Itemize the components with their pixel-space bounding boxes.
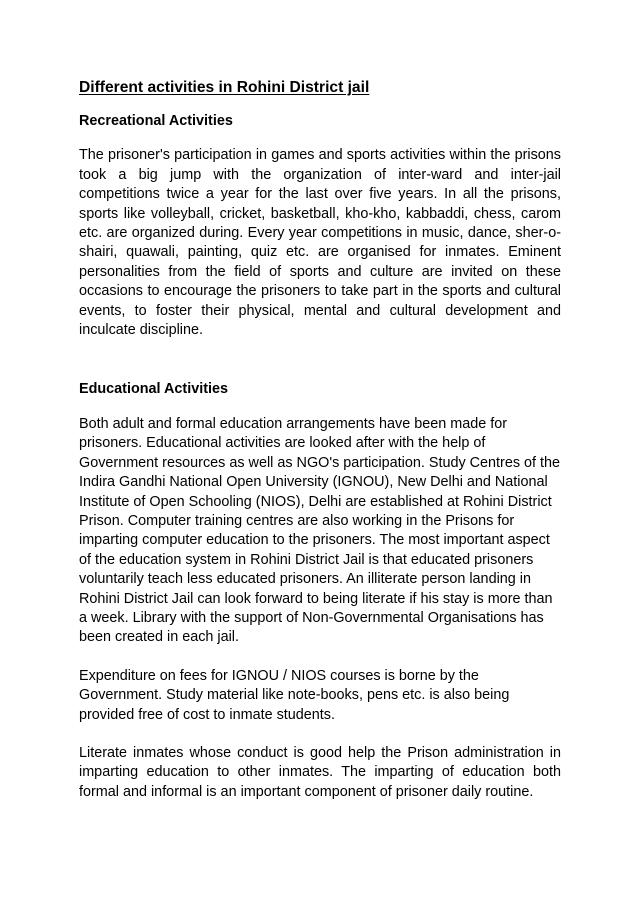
spacer [79, 725, 561, 744]
spacer [79, 98, 561, 112]
section-heading-educational: Educational Activities [79, 381, 229, 398]
section-heading-recreational: Recreational Activities [79, 113, 233, 129]
educational-paragraph-literate-inmates: Literate inmates whose conduct is good help the Prison administration in imparting education to other inmates. The imparting of education both formal and informal is an important component of prisoner daily routine. [79, 744, 561, 800]
spacer [79, 131, 561, 146]
document-title: Different activities in Rohini District jail [79, 79, 370, 96]
educational-paragraph-expenditure: Expenditure on fees for IGNOU / NIOS courses is borne by the Government. Study material like note-books, pens etc. is also being provided free of cost to inmate students. [79, 667, 510, 723]
spacer [79, 400, 561, 415]
recreational-paragraph: The prisoner's participation in games and sports activities within the prisons took a big jump with the organization of inter-ward and inter-jail competitions twice a year for the last over five years. In all the prisons, sports like volleyball, cricket, basketball, kho-kho, kabbaddi, chess, carom etc. are organized during. Every year competitions in music, dance, sher-o-shairi, quawali, painting, quiz etc. are organised for inmates. Eminent personalities from the field of sports and culture are invited on these occasions to encourage the prisoners to take part in the sports and cultural events, to foster their physical, mental and cultural development and inculcate discipline. [79, 147, 561, 339]
document-content [79, 78, 561, 802]
spacer [79, 648, 561, 667]
spacer [79, 340, 561, 380]
educational-paragraph-arrangements: Both adult and formal education arrangements have been made for prisoners. Educational activities are looked after with the help of Government resources as well as NGO's participation. Study Centres of the Indira Gandhi National Open University (IGNOU), New Delhi and National Institute of Open Schooling (NIOS), Delhi are established at Rohini District Prison. Computer training centres are also working in the Prisons for imparting computer education to the prisoners. The most important aspect of the education system in Rohini District Jail is that educated prisoners voluntarily teach less educated prisoners. An illiterate person landing in Rohini District Jail can look forward to being literate if his stay is more than a week. Library with the support of Non-Governmental Organisations has been created in each jail. [79, 415, 561, 646]
